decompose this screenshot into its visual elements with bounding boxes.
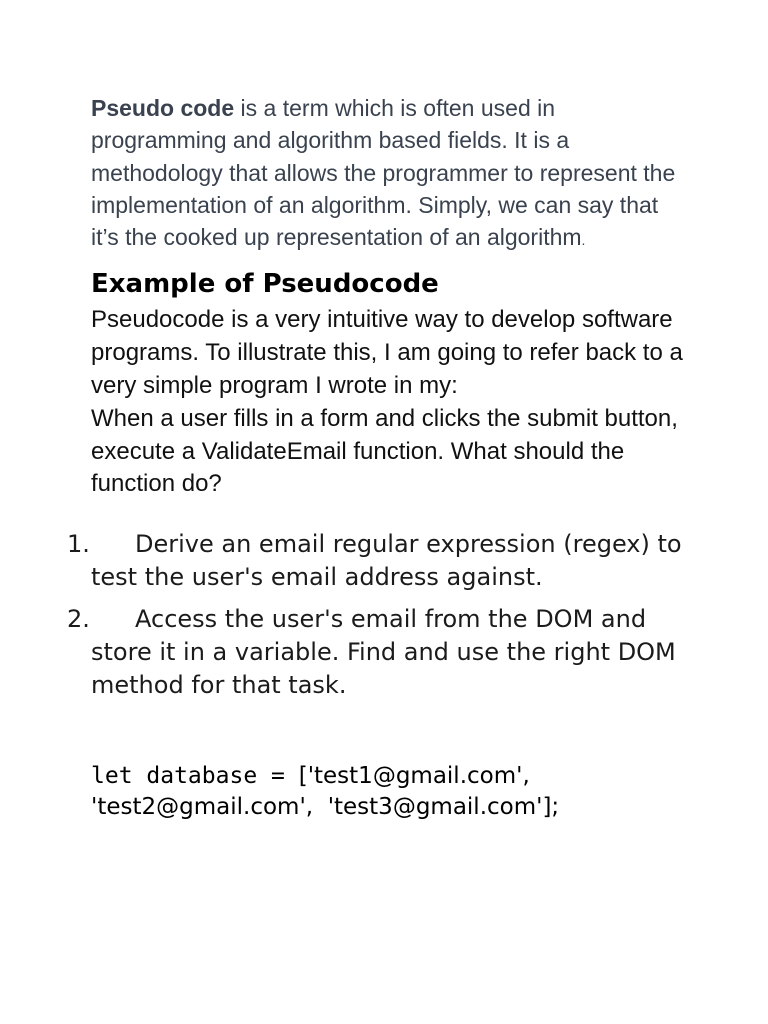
- body-paragraph-2: When a user fills in a form and clicks the submit button, execute a ValidateEmail function. What should the function do?: [91, 404, 678, 498]
- intro-term: Pseudo code: [91, 95, 235, 121]
- section-heading: Example of Pseudocode: [91, 269, 439, 300]
- step-text: Derive an email regular expression (regex) to test the user's email address against.: [91, 530, 682, 592]
- code-snippet: [91, 761, 691, 823]
- step-text: Access the user's email from the DOM and store it in a variable. Find and use the right DOM method for that task.: [91, 605, 676, 700]
- intro-text: is a term which is often used in programming and algorithm based fields. It is a methodology that allows the programmer to represent the implementation of an algorithm. Simply, we can say that it’s the cooked up representation of an algorithm: [91, 95, 676, 251]
- steps-list: [67, 528, 691, 702]
- list-item: [67, 528, 691, 594]
- list-item: [67, 603, 691, 702]
- step-number: 1.: [67, 530, 90, 559]
- intro-period: .: [581, 232, 586, 249]
- body-paragraph-1: Pseudocode is a very intuitive way to develop software programs. To illustrate this, I am going to refer back to a very simple program I wrote in my:: [91, 306, 683, 400]
- document-page: [67, 92, 691, 823]
- intro-paragraph: [91, 92, 691, 256]
- step-number: 2.: [67, 605, 90, 634]
- code-declaration: let database =: [91, 763, 299, 790]
- code-array: ['test1@gmail.com', 'test2@gmail.com', 'test3@gmail.com'];: [91, 763, 560, 821]
